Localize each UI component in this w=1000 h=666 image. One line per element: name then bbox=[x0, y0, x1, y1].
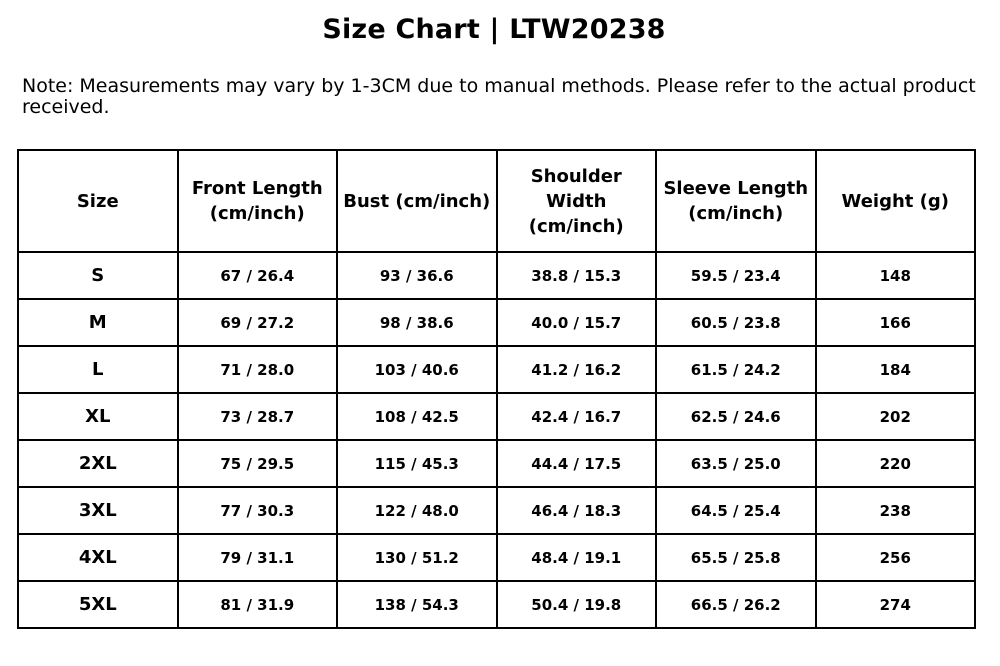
header-shoulder-width: Shoulder Width (cm/inch) bbox=[497, 150, 657, 252]
front-length-cell: 81 / 31.9 bbox=[178, 581, 338, 628]
bust-cell: 115 / 45.3 bbox=[337, 440, 497, 487]
header-sleeve-length: Sleeve Length (cm/inch) bbox=[656, 150, 816, 252]
bust-cell: 122 / 48.0 bbox=[337, 487, 497, 534]
front-length-cell: 79 / 31.1 bbox=[178, 534, 338, 581]
size-cell: 4XL bbox=[18, 534, 178, 581]
shoulder-width-cell: 41.2 / 16.2 bbox=[497, 346, 657, 393]
shoulder-width-cell: 46.4 / 18.3 bbox=[497, 487, 657, 534]
table-row bbox=[18, 487, 975, 534]
table-row bbox=[18, 440, 975, 487]
bust-cell: 98 / 38.6 bbox=[337, 299, 497, 346]
sleeve-length-cell: 59.5 / 23.4 bbox=[656, 252, 816, 299]
table-row bbox=[18, 393, 975, 440]
weight-cell: 166 bbox=[816, 299, 976, 346]
weight-cell: 238 bbox=[816, 487, 976, 534]
size-cell: S bbox=[18, 252, 178, 299]
table-row bbox=[18, 346, 975, 393]
shoulder-width-cell: 48.4 / 19.1 bbox=[497, 534, 657, 581]
sleeve-length-cell: 61.5 / 24.2 bbox=[656, 346, 816, 393]
size-cell: 3XL bbox=[18, 487, 178, 534]
front-length-cell: 73 / 28.7 bbox=[178, 393, 338, 440]
header-row bbox=[18, 150, 975, 252]
header-bust: Bust (cm/inch) bbox=[337, 150, 497, 252]
table-row bbox=[18, 299, 975, 346]
sleeve-length-cell: 64.5 / 25.4 bbox=[656, 487, 816, 534]
sleeve-length-cell: 62.5 / 24.6 bbox=[656, 393, 816, 440]
table-row bbox=[18, 534, 975, 581]
bust-cell: 93 / 36.6 bbox=[337, 252, 497, 299]
weight-cell: 256 bbox=[816, 534, 976, 581]
front-length-cell: 77 / 30.3 bbox=[178, 487, 338, 534]
bust-cell: 108 / 42.5 bbox=[337, 393, 497, 440]
bust-cell: 103 / 40.6 bbox=[337, 346, 497, 393]
bust-cell: 130 / 51.2 bbox=[337, 534, 497, 581]
sleeve-length-cell: 63.5 / 25.0 bbox=[656, 440, 816, 487]
page-title: Size Chart | LTW20238 bbox=[322, 14, 666, 45]
bust-cell: 138 / 54.3 bbox=[337, 581, 497, 628]
table-row bbox=[18, 252, 975, 299]
size-cell: L bbox=[18, 346, 178, 393]
shoulder-width-cell: 42.4 / 16.7 bbox=[497, 393, 657, 440]
front-length-cell: 69 / 27.2 bbox=[178, 299, 338, 346]
size-chart-table bbox=[17, 149, 976, 629]
front-length-cell: 71 / 28.0 bbox=[178, 346, 338, 393]
weight-cell: 202 bbox=[816, 393, 976, 440]
sleeve-length-cell: 66.5 / 26.2 bbox=[656, 581, 816, 628]
size-cell: 5XL bbox=[18, 581, 178, 628]
weight-cell: 148 bbox=[816, 252, 976, 299]
size-cell: XL bbox=[18, 393, 178, 440]
front-length-cell: 67 / 26.4 bbox=[178, 252, 338, 299]
size-cell: M bbox=[18, 299, 178, 346]
size-cell: 2XL bbox=[18, 440, 178, 487]
header-size: Size bbox=[18, 150, 178, 252]
table-row bbox=[18, 581, 975, 628]
sleeve-length-cell: 60.5 / 23.8 bbox=[656, 299, 816, 346]
shoulder-width-cell: 38.8 / 15.3 bbox=[497, 252, 657, 299]
shoulder-width-cell: 44.4 / 17.5 bbox=[497, 440, 657, 487]
weight-cell: 184 bbox=[816, 346, 976, 393]
weight-cell: 274 bbox=[816, 581, 976, 628]
measurement-note: Note: Measurements may vary by 1-3CM due to manual methods. Please refer to the actual product received. bbox=[22, 75, 976, 118]
shoulder-width-cell: 40.0 / 15.7 bbox=[497, 299, 657, 346]
weight-cell: 220 bbox=[816, 440, 976, 487]
front-length-cell: 75 / 29.5 bbox=[178, 440, 338, 487]
shoulder-width-cell: 50.4 / 19.8 bbox=[497, 581, 657, 628]
header-weight: Weight (g) bbox=[816, 150, 976, 252]
header-front-length: Front Length (cm/inch) bbox=[178, 150, 338, 252]
sleeve-length-cell: 65.5 / 25.8 bbox=[656, 534, 816, 581]
